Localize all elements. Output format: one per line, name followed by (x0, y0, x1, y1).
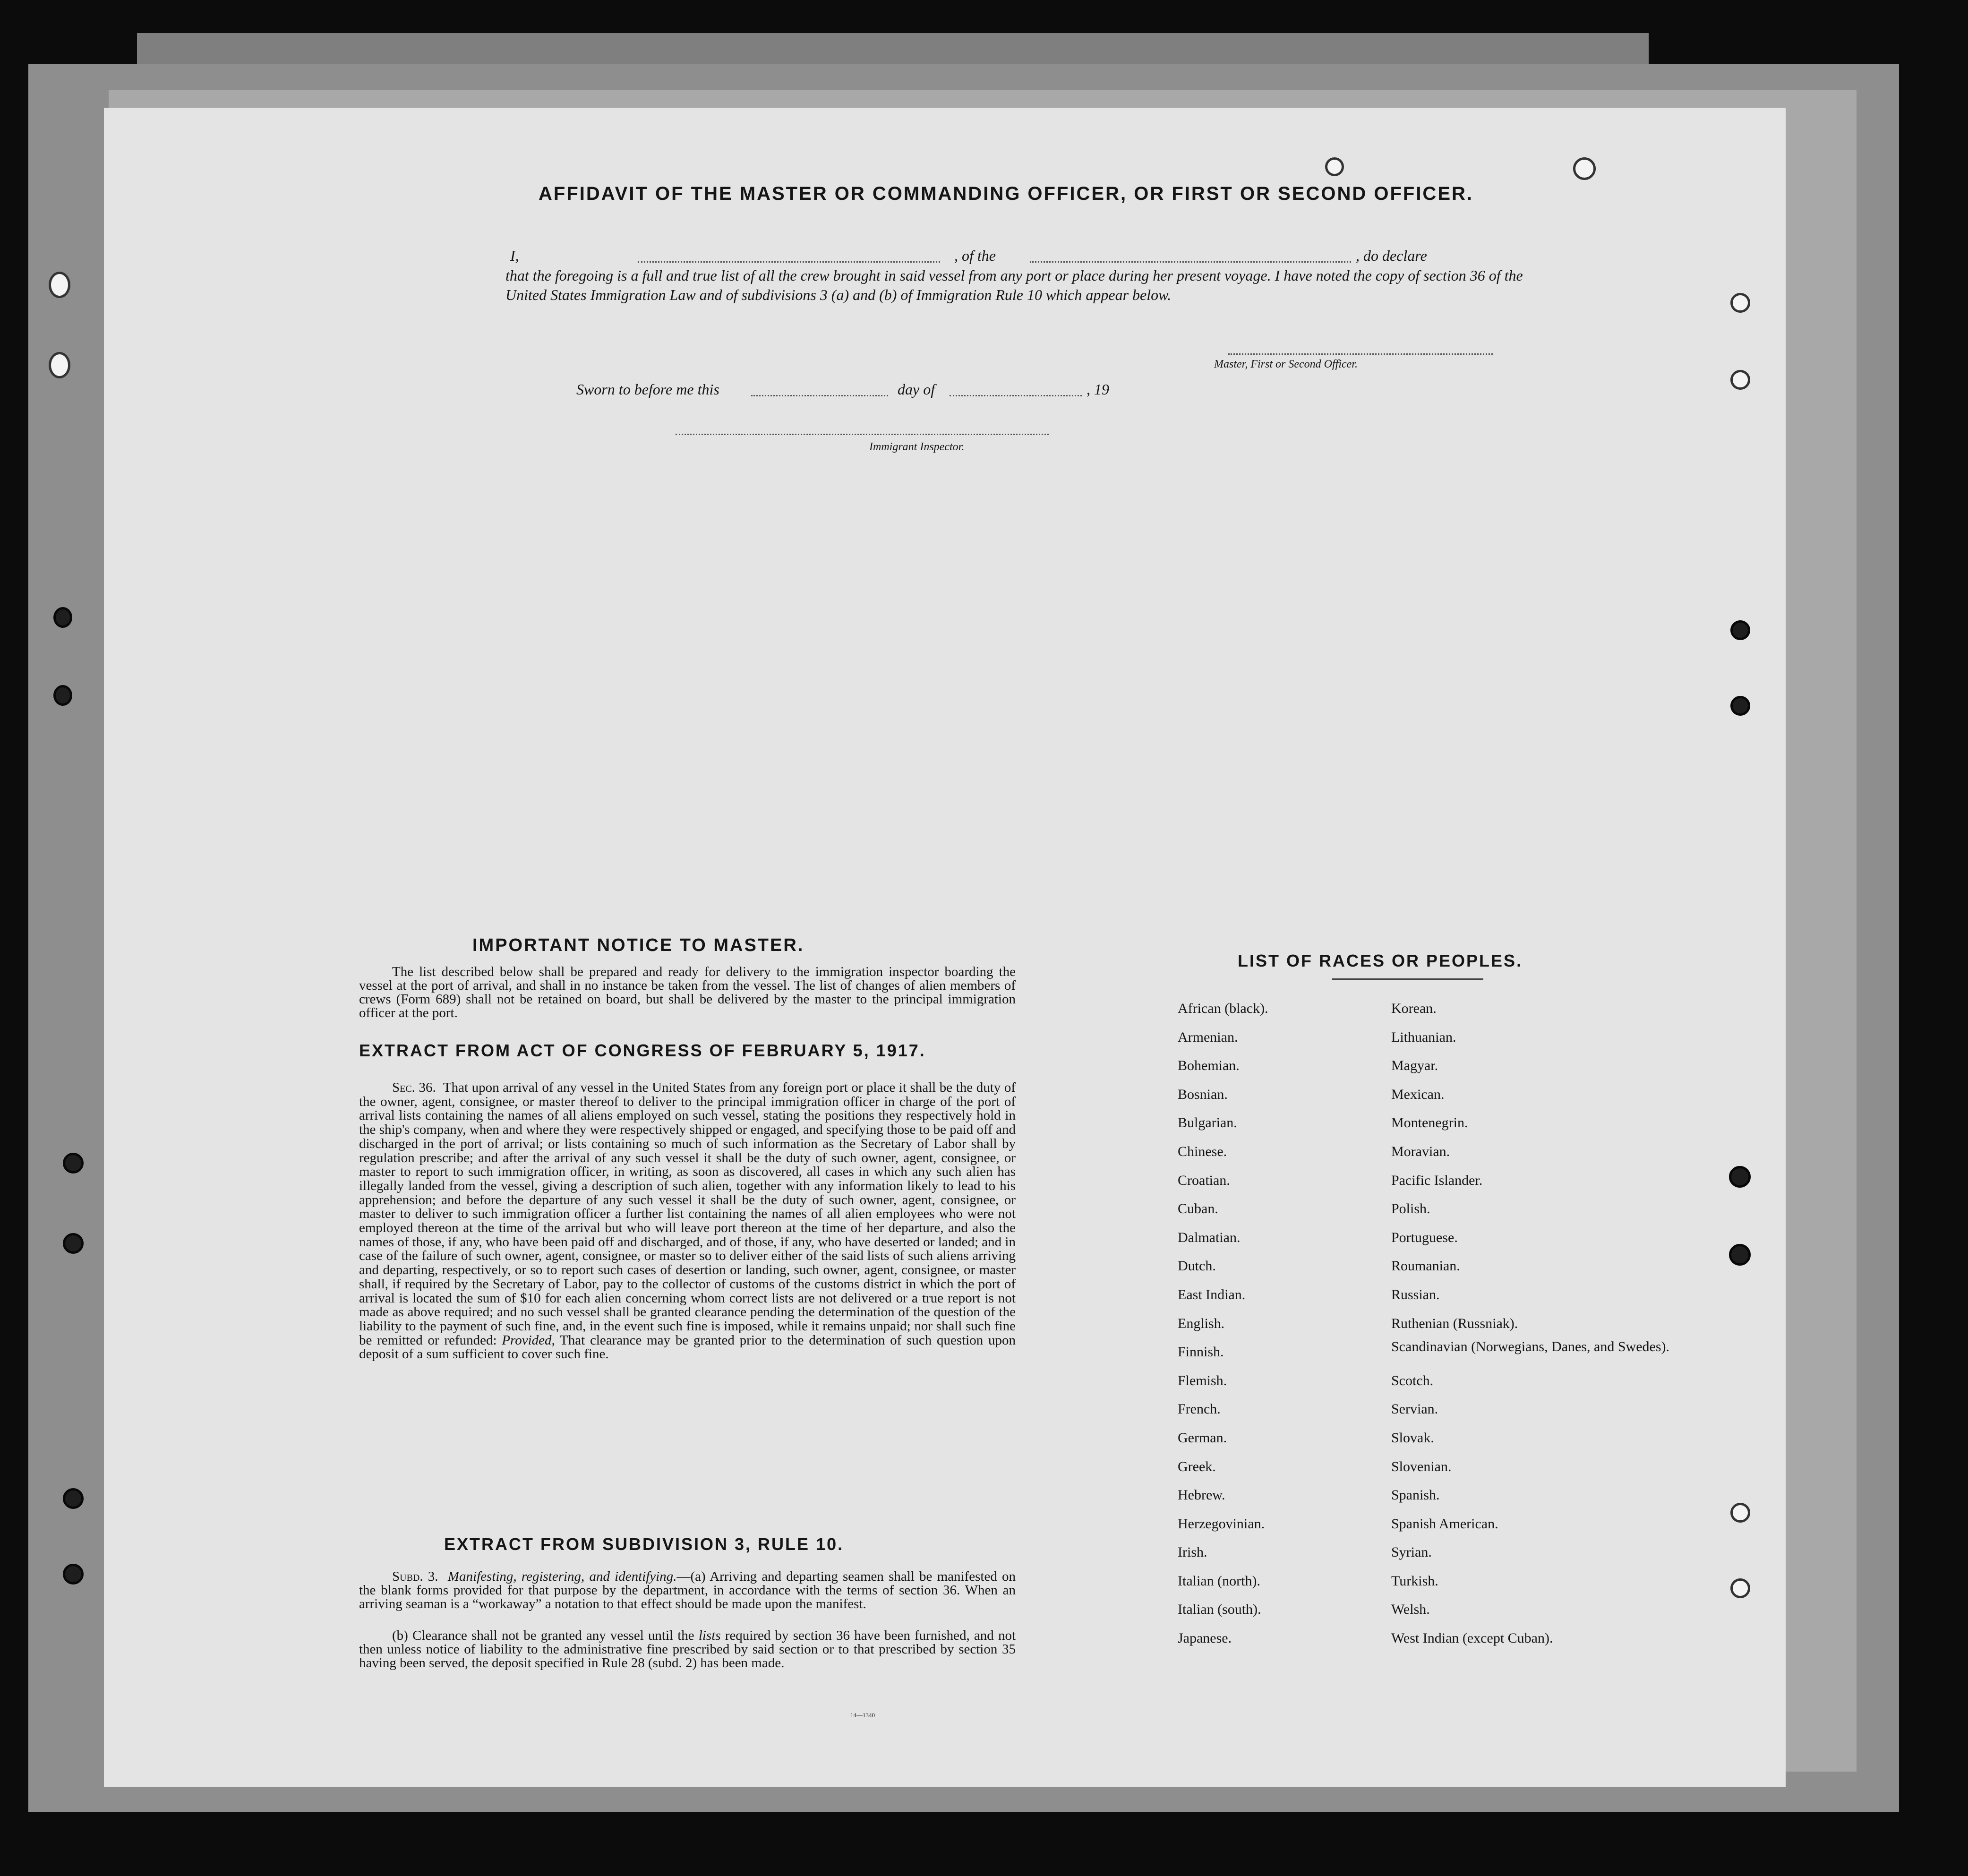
races-title-rule (1332, 978, 1483, 980)
subd-label: Subd. 3. (392, 1569, 438, 1584)
race-item: Bosnian. (1178, 1086, 1228, 1102)
inspector-signature-label: Immigrant Inspector. (869, 441, 965, 453)
binder-hole (1730, 1503, 1750, 1523)
affidavit-title: AFFIDAVIT OF THE MASTER OR COMMANDING OFFICER, OR FIRST OR SECOND OFFICER. (539, 183, 1473, 204)
race-item: Mexican. (1391, 1086, 1445, 1102)
subd-para-a: —(a) Arriving and departing seamen shall be manifested on the blank forms provided for that purpose by the department, in accordance with the terms of section 36. When an arriving seaman is a “workaway” a notation to that effect should be made upon the manifest. (359, 1569, 1016, 1611)
inspector-signature-line (676, 434, 1049, 435)
subdivision-a-text (359, 1570, 1016, 1611)
affidavit-body: that the foregoing is a full and true list of all the crew brought in said vessel from any port or place during her present voyage. I have noted the copy of section 36 of the United States Immigration Law and of subdivisions 3 (a) and (b) of Immigration Rule 10 which appear below. (505, 267, 1523, 303)
binder-hole (1325, 157, 1344, 176)
race-item: German. (1178, 1430, 1227, 1446)
race-item: English. (1178, 1315, 1225, 1331)
signature-line (1228, 353, 1493, 355)
section-36-text (359, 1081, 1016, 1362)
race-item: Servian. (1391, 1401, 1438, 1417)
binder-hole (1730, 370, 1750, 390)
race-item: French. (1178, 1401, 1221, 1417)
race-item: Korean. (1391, 1001, 1437, 1016)
race-item: Bulgarian. (1178, 1115, 1237, 1131)
section-36-body: That upon arrival of any vessel in the United States from any foreign port or place it shall be the duty of the owner, agent, consignee, or master thereof to deliver to the principal immigration officer in charge of the port of arrival lists containing the names of all aliens employed on such vessel, stating the positions they respectively hold in the ship's company, when and where they were respectively shipped or engaged, and specifying those to be paid off and discharged in the port of arrival; or lists containing so much of such information as the Secretary of Labor shall by regulation prescribe; and after the arrival of any such vessel it shall be the duty of such owner, agent, consignee, or master to report to such immigration officer, in writing, as soon as discovered, all cases in which any such alien has illegally landed from the vessel, giving a description of such alien, together with any information likely to lead to his apprehension; and before the departure of any such vessel it shall be the duty of such owner, agent, consignee, or master to deliver to such immigration officer a further list containing the names of all alien employees who were not employed thereon at the time of the arrival but who will leave port thereon at the time of her departure, and also the names of those, if any, who have been paid off and discharged, and of those, if any, who have deserted or landed; and in case of the failure of such owner, agent, consignee, or master so to deliver either of the said lists of such aliens arriving and departing, respectively, or so to report such cases of desertion or landing, such owner, agent, consignee, or master shall, if required by the Secretary of Labor, pay to the collector of customs of the customs district in which the port of arrival is located the sum of $10 for each alien concerning whom correct lists are not delivered or a true report is not made as above required; and no such vessel shall be granted clearance pending the determination of the question of the liability to the payment of such fine, and, in the event such fine is imposed, while it remains unpaid; nor shall such fine be remitted or refunded: (359, 1080, 1016, 1348)
race-item: African (black). (1178, 1001, 1268, 1016)
binder-hole (1573, 157, 1596, 180)
race-item: Syrian. (1391, 1544, 1432, 1560)
affidavit-form-page (104, 108, 1786, 1787)
race-item: Japanese. (1178, 1630, 1232, 1646)
races-column-right (1391, 994, 1669, 1653)
binder-hole (53, 607, 72, 628)
race-item: Herzegovinian. (1178, 1516, 1265, 1532)
race-item: Spanish American. (1391, 1516, 1498, 1532)
binder-hole (63, 1488, 84, 1509)
binder-hole (53, 685, 72, 706)
race-item: Montenegrin. (1391, 1115, 1468, 1131)
binder-hole (63, 1153, 84, 1174)
binder-hole (63, 1233, 84, 1254)
section-36-tail: That clearance may be granted prior to the determination of such question upon deposit of a sum sufficient to cover such fine. (359, 1332, 1016, 1362)
race-item: Roumanian. (1391, 1258, 1460, 1274)
race-item: Hebrew. (1178, 1487, 1225, 1503)
race-item: Flemish. (1178, 1372, 1227, 1388)
race-item: West Indian (except Cuban). (1391, 1630, 1553, 1646)
of-the-label: , of the (954, 247, 996, 264)
vessel-blank-line (1030, 261, 1351, 263)
provided-word: Provided, (502, 1332, 555, 1348)
race-item: Portuguese. (1391, 1229, 1458, 1245)
race-item: Dutch. (1178, 1258, 1216, 1274)
do-declare-label: , do declare (1356, 247, 1427, 264)
race-item: Turkish. (1391, 1573, 1438, 1589)
race-item: Armenian. (1178, 1029, 1238, 1045)
race-item: Greek. (1178, 1458, 1216, 1474)
binder-hole (1730, 293, 1750, 313)
race-item: Finnish. (1178, 1344, 1224, 1360)
race-item: Lithuanian. (1391, 1029, 1456, 1045)
binder-hole (1729, 1244, 1751, 1266)
subd-para-b-lists: lists (698, 1628, 721, 1643)
name-blank-line (638, 261, 940, 263)
race-item: Slovak. (1391, 1430, 1434, 1446)
extract-act-title: EXTRACT FROM ACT OF CONGRESS OF FEBRUARY 5, 1917. (359, 1041, 926, 1060)
sworn-text: Sworn to before me this (576, 381, 719, 398)
race-item: Irish. (1178, 1544, 1207, 1560)
race-item: Welsh. (1391, 1602, 1430, 1618)
binder-hole (49, 272, 70, 298)
day-blank-line (751, 395, 888, 396)
race-item: Scotch. (1391, 1372, 1434, 1388)
race-item: Italian (north). (1178, 1573, 1260, 1589)
race-item: Slovenian. (1391, 1458, 1452, 1474)
race-item: Chinese. (1178, 1143, 1227, 1159)
race-item: East Indian. (1178, 1286, 1246, 1302)
race-item: Moravian. (1391, 1143, 1450, 1159)
race-item: Scandinavian (Norwegians, Danes, and Swedes). (1391, 1339, 1669, 1355)
race-item: Spanish. (1391, 1487, 1440, 1503)
binder-hole (49, 352, 70, 378)
race-item: Croatian. (1178, 1172, 1230, 1188)
binder-hole (1730, 620, 1750, 640)
binder-hole (63, 1564, 84, 1585)
subd-para-b-prefix: (b) Clearance shall not be granted any vessel until the (392, 1628, 694, 1643)
binder-hole (1730, 696, 1750, 716)
race-item: Russian. (1391, 1286, 1440, 1302)
races-column-left (1178, 994, 1268, 1653)
notice-title: IMPORTANT NOTICE TO MASTER. (472, 935, 804, 955)
binder-hole (1730, 1578, 1750, 1598)
affidavit-i-label: I, (510, 247, 519, 264)
race-item: Dalmatian. (1178, 1229, 1241, 1245)
notice-body: The list described below shall be prepared and ready for delivery to the immigration inspector boarding the vessel at the port of arrival, and shall in no instance be taken from the vessel. The list of changes of alien members of crews (Form 689) shall not be retained on board, but shall be delivered by the master to the principal immigration officer at the port. (359, 964, 1016, 1020)
race-item: Cuban. (1178, 1201, 1218, 1217)
form-number: 14—1340 (850, 1712, 875, 1719)
master-signature-label: Master, First or Second Officer. (1214, 358, 1358, 370)
section-label: Sec. 36. (392, 1080, 436, 1095)
year-label: , 19 (1087, 381, 1109, 398)
binder-hole (1729, 1166, 1751, 1188)
subd-heading: Manifesting, registering, and identifying. (447, 1569, 677, 1584)
race-item: Ruthenian (Russniak). (1391, 1315, 1518, 1331)
race-item: Bohemian. (1178, 1058, 1240, 1074)
races-title: LIST OF RACES OR PEOPLES. (1238, 951, 1523, 970)
race-item: Italian (south). (1178, 1602, 1261, 1618)
subdivision-b-text (359, 1629, 1016, 1670)
subd-para-b-rest: required by section 36 have been furnished, and not then unless notice of liability to the administrative fine prescribed by said section or to that prescribed by section 35 having been served, the deposit specified in Rule 28 (subd. 2) has been made. (359, 1628, 1016, 1670)
day-of-label: day of (898, 381, 935, 398)
race-item: Pacific Islander. (1391, 1172, 1483, 1188)
extract-subd-title: EXTRACT FROM SUBDIVISION 3, RULE 10. (444, 1534, 844, 1554)
race-item: Magyar. (1391, 1058, 1438, 1074)
month-blank-line (950, 395, 1082, 396)
race-item: Polish. (1391, 1201, 1430, 1217)
